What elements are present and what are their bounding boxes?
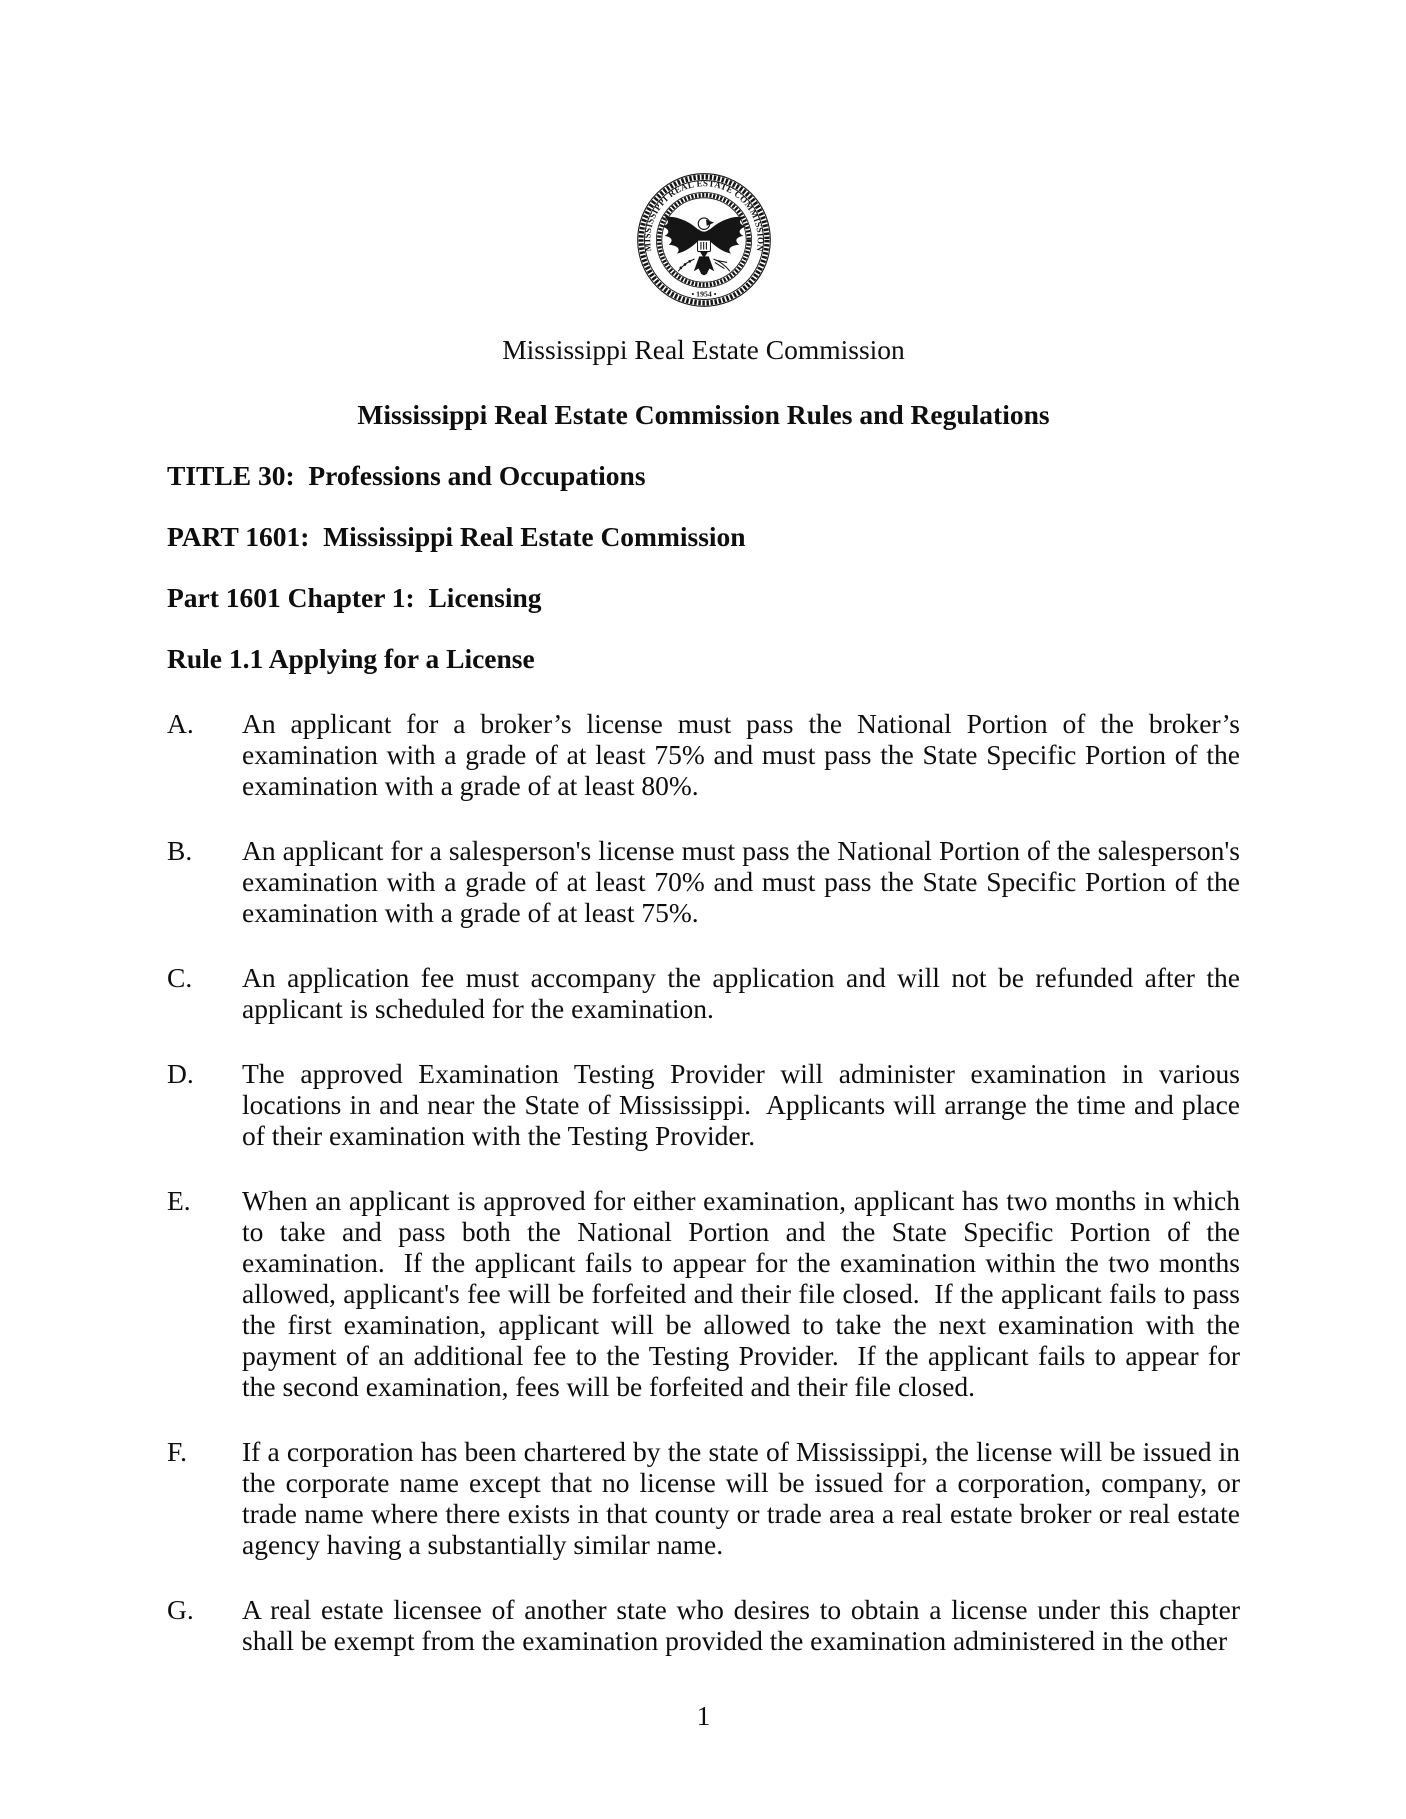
rule-paragraph-g (167, 1594, 1247, 1656)
paragraph-label: E. (167, 1185, 191, 1216)
paragraph-text: An application fee must accompany the application and will not be refunded after the applicant is scheduled for the examination. (242, 962, 1247, 1024)
paragraph-text: A real estate licensee of another state who desires to obtain a license under this chapter shall be exempt from the examination provided the examination administered in the other (242, 1594, 1247, 1656)
rule-paragraph-a (167, 708, 1247, 801)
seal-year: • 1954 • (690, 289, 717, 299)
paragraph-label: B. (167, 835, 193, 866)
paragraph-label: G. (167, 1594, 194, 1625)
page-number: 1 (696, 1700, 711, 1731)
seal-circular-text: MISSISSIPPI REAL ESTATE COMMISSION (641, 178, 766, 253)
paragraph-text: When an applicant is approved for either examination, applicant has two months in which to take and pass both the National Portion and the State Specific Portion of the examination. If the applicant fails to appear for the examination within the two months allowed, applicant's fee will be forfeited and their file closed. If the applicant fails to pass the first examination, applicant will be allowed to take the next examination with the payment of an additional fee to the Testing Provider. If the applicant fails to appear for the second examination, fees will be forfeited and their file closed. (242, 1185, 1247, 1402)
rule-paragraph-b (167, 835, 1247, 928)
eagle-icon (661, 217, 745, 276)
seal-image (636, 172, 772, 308)
paragraph-text: An applicant for a broker’s license must pass the National Portion of the broker’s examination with a grade of at least 75% and must pass the State Specific Portion of the examination with a grade of at least 80%. (242, 708, 1247, 801)
seal-caption: Mississippi Real Estate Commission (502, 334, 905, 365)
heading-title-30: TITLE 30: Professions and Occupations (167, 460, 646, 491)
paragraph-text: The approved Examination Testing Provider will administer examination in various locations in and near the State of Mississippi. Applicants will arrange the time and place of their examination with the Testing Provider. (242, 1058, 1247, 1151)
rule-paragraph-f (167, 1436, 1247, 1560)
rule-paragraph-e (167, 1185, 1247, 1402)
document-title: Mississippi Real Estate Commission Rules and Regulations (357, 399, 1050, 430)
heading-chapter-1: Part 1601 Chapter 1: Licensing (167, 582, 542, 613)
commission-seal (167, 172, 1240, 308)
paragraph-text: An applicant for a salesperson's license must pass the National Portion of the salesperson's examination with a grade of at least 70% and must pass the State Specific Portion of the examination with a grade of at least 75%. (242, 835, 1247, 928)
paragraph-label: D. (167, 1058, 194, 1089)
paragraph-text: If a corporation has been chartered by the state of Mississippi, the license will be issued in the corporate name except that no license will be issued for a corporation, company, or trade name where there exists in that county or trade area a real estate broker or real estate agency having a substantially similar name. (242, 1436, 1247, 1560)
paragraph-label: A. (167, 708, 194, 739)
rule-paragraph-d (167, 1058, 1247, 1151)
paragraph-label: F. (167, 1436, 187, 1467)
rule-paragraph-c (167, 962, 1247, 1024)
heading-rule-1-1: Rule 1.1 Applying for a License (167, 643, 535, 674)
paragraph-label: C. (167, 962, 193, 993)
heading-part-1601: PART 1601: Mississippi Real Estate Commission (167, 521, 746, 552)
